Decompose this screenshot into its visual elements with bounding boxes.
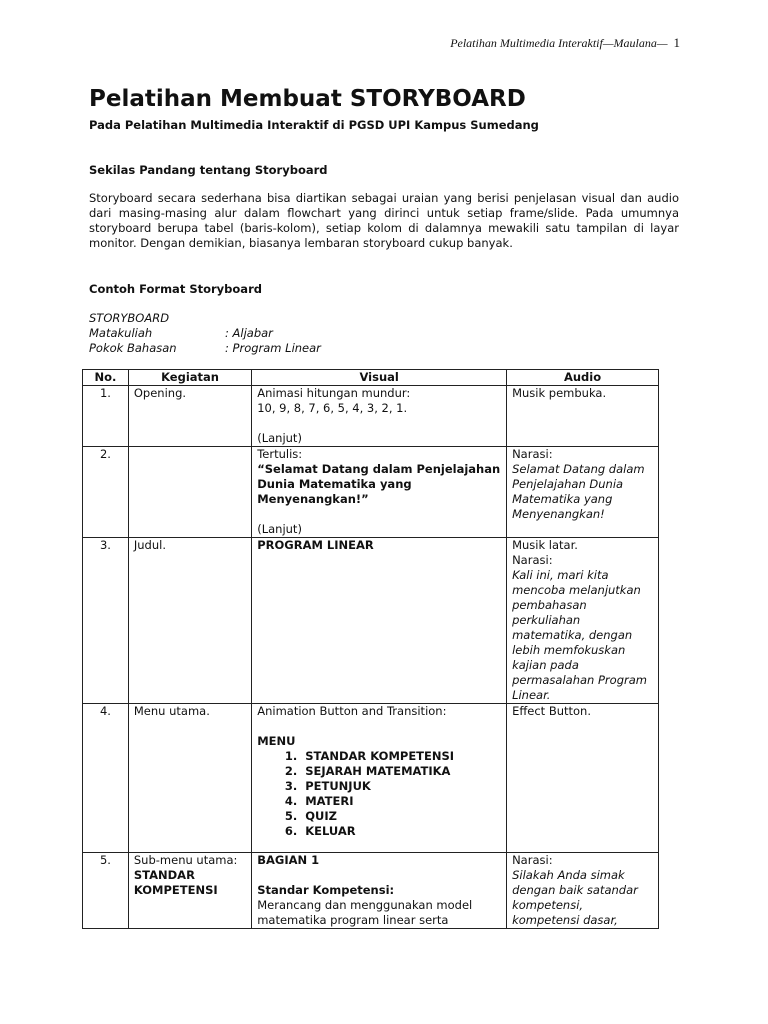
- meta-key: Pokok Bahasan: [89, 341, 177, 355]
- cell-visual: [252, 447, 507, 538]
- header-no: No.: [83, 370, 129, 386]
- meta-row-pokok-bahasan: [89, 341, 321, 356]
- menu-list: [257, 749, 501, 839]
- cell-visual: PROGRAM LINEAR: [252, 538, 507, 704]
- menu-item: 2. SEJARAH MATEMATIKA: [301, 764, 501, 779]
- header-audio: Audio: [507, 370, 659, 386]
- cell-visual: [252, 704, 507, 853]
- document-title: Pelatihan Membuat STORYBOARD: [89, 86, 526, 112]
- cell-visual: [252, 386, 507, 447]
- header-text: Pelatihan Multimedia Interaktif—Maulana—: [450, 36, 668, 50]
- cell-kegiatan: [128, 853, 251, 929]
- storyboard-meta: [89, 311, 321, 356]
- storyboard-table: [82, 369, 659, 929]
- audio-narration: Kali ini, mari kita mencoba melanjutkan pembahasan perkuliahan matematika, dengan lebih memfokuskan kajian pada permasalahan Program Linear.: [512, 568, 647, 702]
- visual-line: Animation Button and Transition:: [257, 704, 447, 718]
- visual-subheading: Standar Kompetensi:: [257, 883, 395, 897]
- page-number: 1: [673, 35, 680, 50]
- audio-line: Narasi:: [512, 447, 553, 461]
- visual-line: Tertulis:: [257, 447, 303, 461]
- visual-line: Animasi hitungan mundur:: [257, 386, 411, 400]
- visual-line: Merancang dan menggunakan model matematika program linear serta: [257, 898, 473, 927]
- cell-audio: [507, 447, 659, 538]
- section-heading-format: Contoh Format Storyboard: [89, 282, 262, 296]
- meta-value: : Program Linear: [225, 341, 321, 355]
- visual-quote: “Selamat Datang dalam Penjelajahan Dunia Matematika yang Menyenangkan!”: [257, 462, 501, 506]
- cell-audio: [507, 853, 659, 929]
- menu-item: 5. QUIZ: [301, 809, 501, 824]
- meta-row-matakuliah: [89, 326, 321, 341]
- cell-no: 1.: [83, 386, 129, 447]
- cell-audio: [507, 538, 659, 704]
- kegiatan-line: Sub-menu utama:: [133, 853, 238, 867]
- overview-paragraph: Storyboard secara sederhana bisa diartikan sebagai uraian yang berisi penjelasan visual dan audio dari masing-masing alur dalam flowchart yang dirinci untuk setiap frame/slide. Pada umumnya storyboard berupa tabel (baris-kolom), setiap kolom di dalamnya mewakili satu tampilan di layar monitor. Dengan demikian, biasanya lembaran storyboard cukup banyak.: [89, 191, 679, 250]
- table-row: [83, 447, 659, 538]
- table-row: [83, 538, 659, 704]
- visual-line: (Lanjut): [257, 522, 302, 536]
- audio-line: Musik latar.: [512, 538, 578, 552]
- cell-kegiatan: Opening.: [128, 386, 251, 447]
- menu-item: 1. STANDAR KOMPETENSI: [301, 749, 501, 764]
- cell-audio: Effect Button.: [507, 704, 659, 853]
- cell-kegiatan: Menu utama.: [128, 704, 251, 853]
- meta-label: STORYBOARD: [89, 311, 170, 325]
- meta-key: Matakuliah: [89, 326, 153, 340]
- meta-value: : Aljabar: [225, 326, 273, 340]
- menu-heading: MENU: [257, 734, 296, 748]
- cell-no: 3.: [83, 538, 129, 704]
- audio-line: Narasi:: [512, 853, 553, 867]
- menu-item: 3. PETUNJUK: [301, 779, 501, 794]
- table-row: [83, 853, 659, 929]
- cell-audio: Musik pembuka.: [507, 386, 659, 447]
- menu-item: 6. KELUAR: [301, 824, 501, 839]
- visual-line: 10, 9, 8, 7, 6, 5, 4, 3, 2, 1.: [257, 401, 408, 415]
- section-heading-overview: Sekilas Pandang tentang Storyboard: [89, 163, 328, 177]
- cell-no: 5.: [83, 853, 129, 929]
- audio-narration: Selamat Datang dalam Penjelajahan Dunia Matematika yang Menyenangkan!: [512, 462, 645, 521]
- table-header-row: [83, 370, 659, 386]
- cell-visual: [252, 853, 507, 929]
- visual-heading: BAGIAN 1: [257, 853, 320, 867]
- kegiatan-bold: STANDAR KOMPETENSI: [133, 868, 218, 897]
- cell-kegiatan: Judul.: [128, 538, 251, 704]
- header-kegiatan: Kegiatan: [128, 370, 251, 386]
- audio-line: Narasi:: [512, 553, 553, 567]
- running-header: [450, 35, 680, 51]
- cell-kegiatan: [128, 447, 251, 538]
- cell-no: 2.: [83, 447, 129, 538]
- document-subtitle: Pada Pelatihan Multimedia Interaktif di PGSD UPI Kampus Sumedang: [89, 118, 539, 132]
- menu-item: 4. MATERI: [301, 794, 501, 809]
- table-row: [83, 704, 659, 853]
- table-row: [83, 386, 659, 447]
- audio-narration: Silakah Anda simak dengan baik satandar kompetensi, kompetensi dasar,: [512, 868, 638, 927]
- visual-line: (Lanjut): [257, 431, 302, 445]
- cell-no: 4.: [83, 704, 129, 853]
- header-visual: Visual: [252, 370, 507, 386]
